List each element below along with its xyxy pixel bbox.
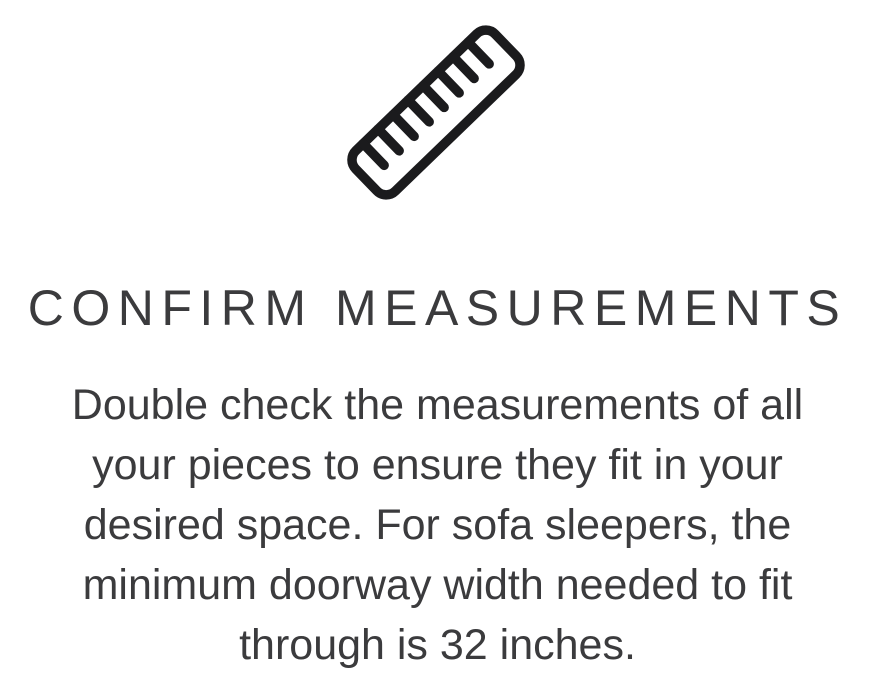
body-line: through is 32 inches. — [239, 621, 636, 669]
body-line: your pieces to ensure they fit in your — [92, 441, 783, 489]
ruler-icon — [0, 0, 875, 235]
page-title: CONFIRM MEASUREMENTS — [27, 280, 848, 336]
body-line: Double check the measurements of all — [71, 381, 804, 429]
body-line: minimum doorway width needed to fit — [82, 561, 793, 609]
body-line: desired space. For sofa sleepers, the — [83, 501, 792, 549]
body-paragraph — [0, 375, 875, 675]
